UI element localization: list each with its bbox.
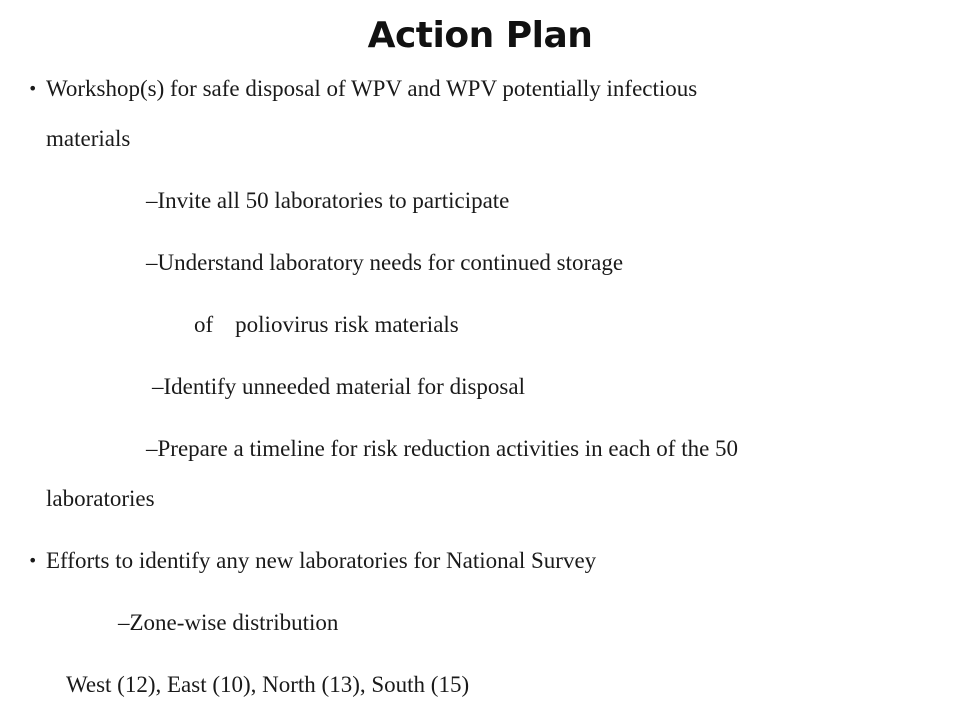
bullet-icon: •: [28, 551, 38, 570]
subitem-prepare-line1: –Prepare a timeline for risk reduction activities in each of the 50: [146, 436, 739, 461]
slide-title: Action Plan: [367, 15, 593, 56]
subitem-zone-wise: –Zone-wise distribution: [118, 610, 339, 635]
subitem-invite: –Invite all 50 laboratories to participate: [146, 188, 510, 213]
subitem-understand-continued-b: poliovirus risk materials: [235, 312, 459, 337]
subitem-understand-continued: [194, 310, 459, 340]
bullet-workshop-line1: Workshop(s) for safe disposal of WPV and WPV potentially infectious: [46, 76, 698, 101]
bullet-efforts: Efforts to identify any new laboratories for National Survey: [46, 548, 597, 573]
bullet-icon: •: [28, 79, 38, 98]
subitem-understand-continued-a: of: [194, 312, 214, 337]
subitem-identify: –Identify unneeded material for disposal: [152, 374, 525, 399]
subitem-understand: –Understand laboratory needs for continued storage: [146, 250, 624, 275]
zone-counts: West (12), East (10), North (13), South (15): [66, 672, 470, 697]
bullet-workshop-line2: materials: [46, 126, 131, 151]
subitem-prepare-line2: laboratories: [46, 486, 155, 511]
